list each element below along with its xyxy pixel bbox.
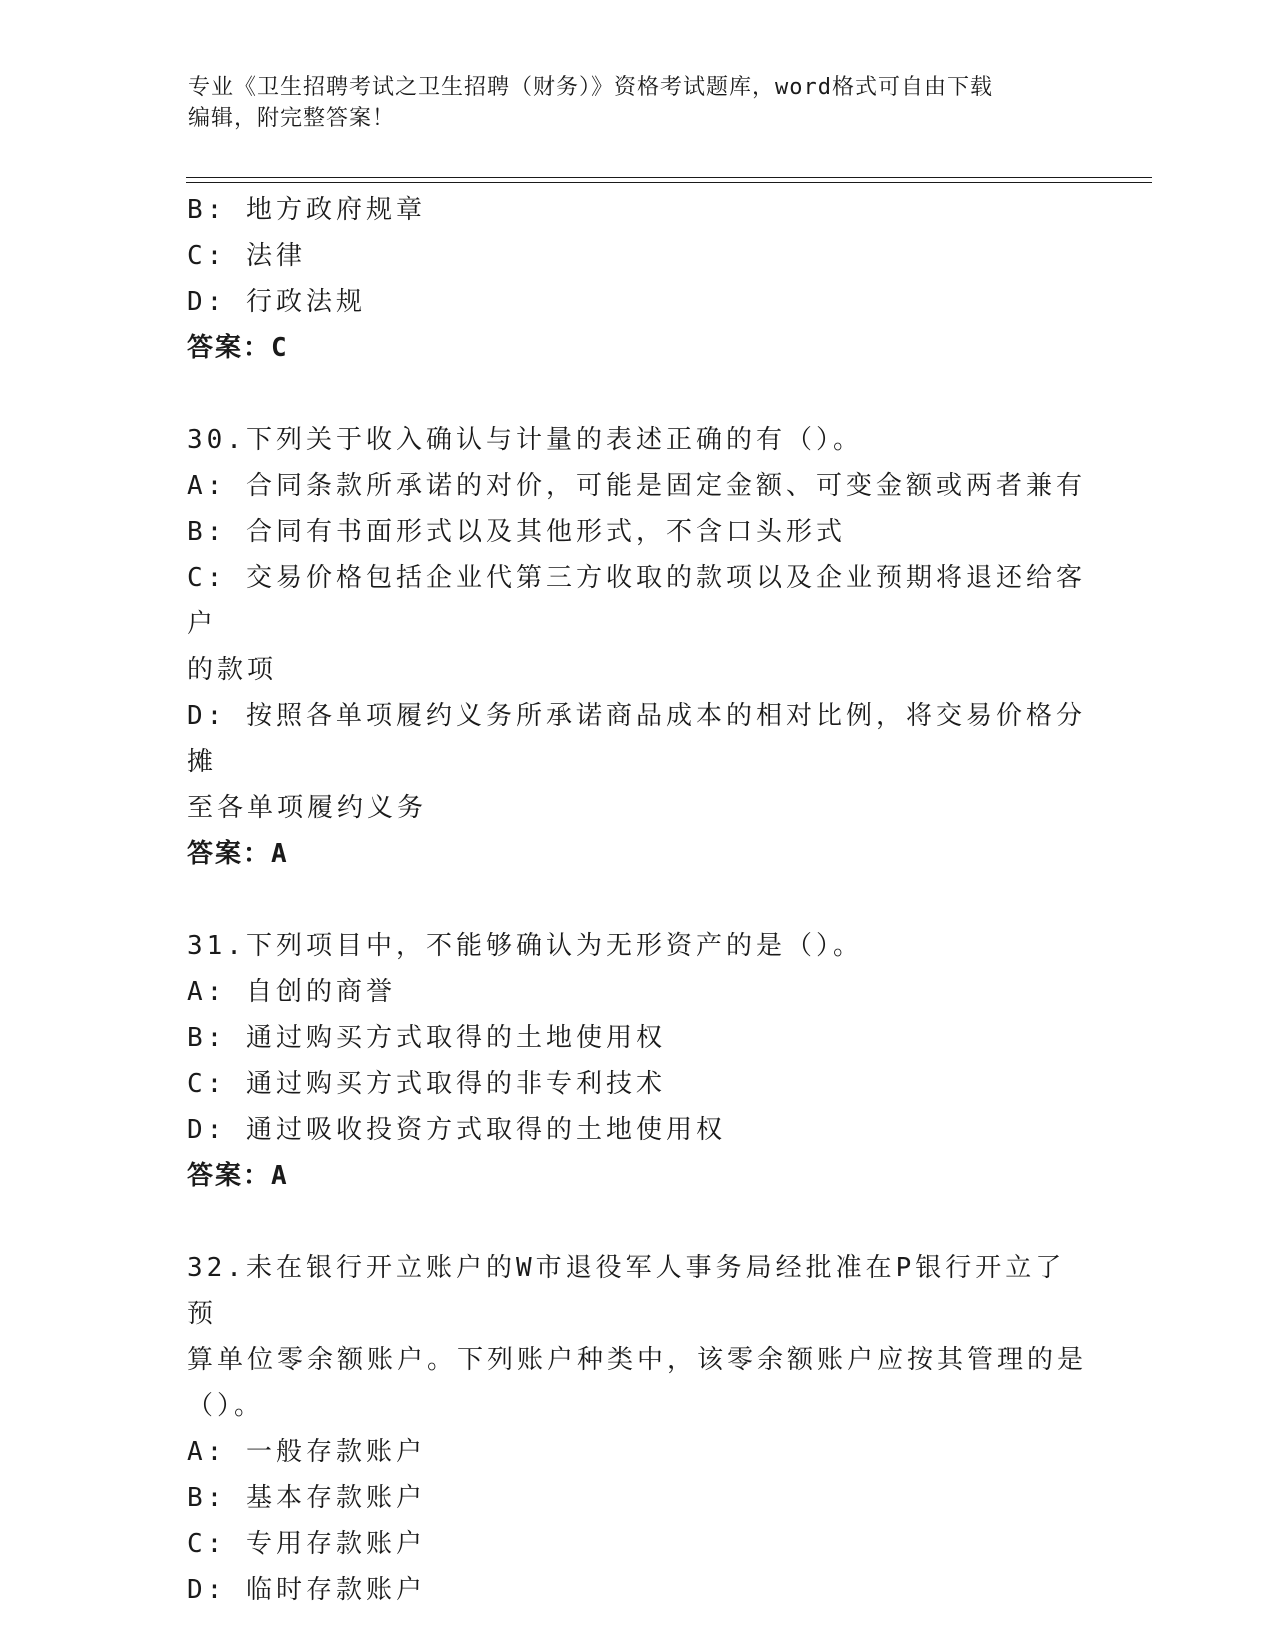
q32-option-c: C: 专用存款账户 [187, 1529, 426, 1559]
header-divider-bottom [186, 182, 1152, 183]
q31-option-d: D: 通过吸收投资方式取得的土地使用权 [187, 1115, 726, 1145]
q32-stem-line-2: 算单位零余额账户。下列账户种类中，该零余额账户应按其管理的是 [187, 1345, 1088, 1375]
question-31-block [187, 923, 1087, 1199]
q32-stem-line-3: （）。 [187, 1391, 265, 1421]
q30-option-b: B: 合同有书面形式以及其他形式，不含口头形式 [187, 517, 846, 547]
question-29-block [187, 187, 1087, 371]
q30-option-c-line-2: 的款项 [187, 655, 278, 685]
q31-option-b: B: 通过购买方式取得的土地使用权 [187, 1023, 666, 1053]
q30-stem: 30.下列关于收入确认与计量的表述正确的有（）。 [187, 425, 863, 455]
q29-option-c: C: 法律 [187, 241, 306, 271]
q30-option-a: A: 合同条款所承诺的对价，可能是固定金额、可变金额或两者兼有 [187, 471, 1086, 501]
q32-option-a: A: 一般存款账户 [187, 1437, 426, 1467]
q31-answer: 答案：A [187, 1161, 289, 1191]
spacer [187, 1199, 1087, 1245]
header-line-2: 编辑，附完整答案！ [188, 106, 396, 131]
question-32-block [187, 1245, 1087, 1613]
q29-option-d: D: 行政法规 [187, 287, 366, 317]
q32-stem-line-1: 32.未在银行开立账户的W市退役军人事务局经批准在P银行开立了预 [187, 1253, 1066, 1329]
q32-option-d: D: 临时存款账户 [187, 1575, 426, 1605]
header-line-1: 专业《卫生招聘考试之卫生招聘（财务）》资格考试题库，word格式可自由下载 [188, 75, 993, 100]
question-content [187, 187, 1087, 1613]
q31-option-c: C: 通过购买方式取得的非专利技术 [187, 1069, 666, 1099]
q31-option-a: A: 自创的商誉 [187, 977, 396, 1007]
q30-option-d-line-1: D: 按照各单项履约义务所承诺商品成本的相对比例，将交易价格分摊 [187, 701, 1086, 777]
spacer [187, 371, 1087, 417]
q30-option-d-line-2: 至各单项履约义务 [187, 793, 428, 823]
q30-answer: 答案：A [187, 839, 289, 869]
header-divider-top [186, 177, 1152, 178]
q29-answer: 答案：C [187, 333, 289, 363]
question-30-block [187, 417, 1087, 877]
spacer [187, 877, 1087, 923]
document-header [188, 72, 1088, 134]
q29-option-b: B: 地方政府规章 [187, 195, 426, 225]
q32-option-b: B: 基本存款账户 [187, 1483, 426, 1513]
q30-option-c-line-1: C: 交易价格包括企业代第三方收取的款项以及企业预期将退还给客户 [187, 563, 1086, 639]
q31-stem: 31.下列项目中，不能够确认为无形资产的是（）。 [187, 931, 863, 961]
